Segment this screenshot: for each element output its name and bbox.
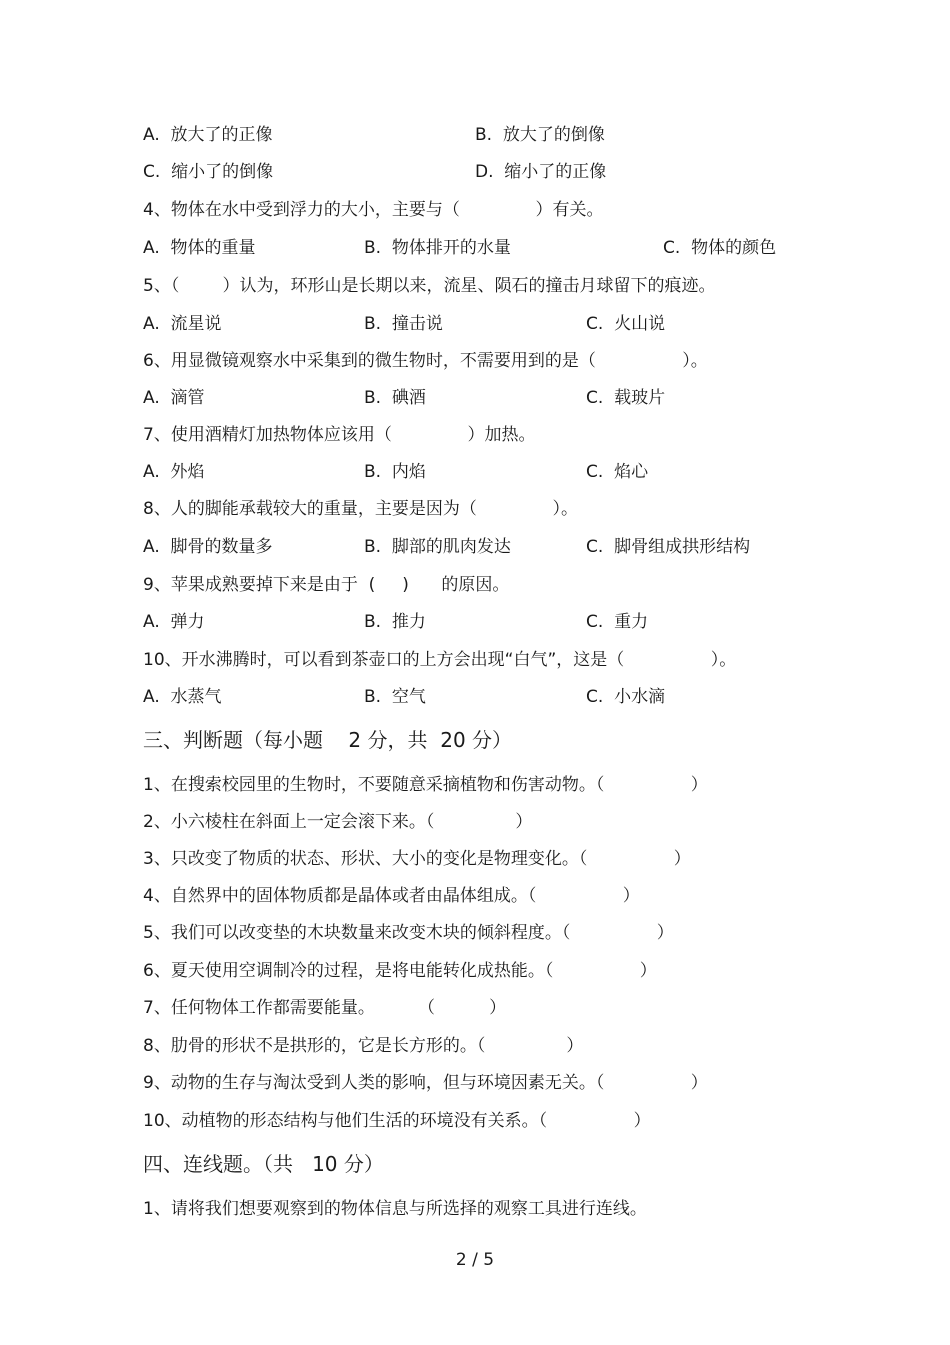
- judge-item-8: 8、肋骨的形状不是拱形的，它是长方形的。（ ）: [143, 1036, 584, 1056]
- q5-stem: 5、（ ）认为，环形山是长期以来，流星、陨石的撞击月球留下的痕迹。: [143, 276, 716, 296]
- q10-option-b: B. 空气: [364, 687, 426, 707]
- q7-option-c: C. 焰心: [586, 462, 649, 482]
- q4-option-b: B. 物体排开的水量: [364, 238, 511, 258]
- q9-stem: 9、苹果成熟要掉下来是由于 ( ) 的原因。: [143, 575, 510, 595]
- q6-option-b: B. 碘酒: [364, 388, 426, 408]
- q8-option-a: A. 脚骨的数量多: [143, 537, 273, 557]
- judge-item-6: 6、夏天使用空调制冷的过程，是将电能转化成热能。（ ）: [143, 961, 657, 981]
- judge-item-9: 9、动物的生存与淘汰受到人类的影响，但与环境因素无关。（ ）: [143, 1073, 708, 1093]
- judge-item-2: 2、小六棱柱在斜面上一定会滚下来。（ ）: [143, 812, 533, 832]
- q8-option-b: B. 脚部的肌肉发达: [364, 537, 511, 557]
- q10-stem: 10、开水沸腾时，可以看到茶壶口的上方会出现“白气”，这是（ ）。: [143, 650, 737, 670]
- q10-option-c: C. 小水滴: [586, 687, 666, 707]
- section4-question-1: 1、请将我们想要观察到的物体信息与所选择的观察工具进行连线。: [143, 1199, 647, 1219]
- q10-option-a: A. 水蒸气: [143, 687, 222, 707]
- page-number: 2 / 5: [455, 1250, 495, 1270]
- q3-option-b: B. 放大了的倒像: [475, 125, 605, 145]
- q3-option-c: C. 缩小了的倒像: [143, 162, 274, 182]
- q8-stem: 8、人的脚能承载较大的重量，主要是因为（ ）。: [143, 499, 578, 519]
- q7-option-b: B. 内焰: [364, 462, 426, 482]
- q9-option-c: C. 重力: [586, 612, 649, 632]
- judge-item-5: 5、我们可以改变垫的木块数量来改变木块的倾斜程度。（ ）: [143, 923, 674, 943]
- q4-option-c: C. 物体的颜色: [663, 238, 777, 258]
- q6-option-a: A. 滴管: [143, 388, 205, 408]
- q8-option-c: C. 脚骨组成拱形结构: [586, 537, 751, 557]
- q9-option-a: A. 弹力: [143, 612, 205, 632]
- section3-title: 三、判断题（每小题 2 分，共 20 分）: [143, 728, 513, 752]
- q4-option-a: A. 物体的重量: [143, 238, 256, 258]
- q5-option-b: B. 撞击说: [364, 314, 443, 334]
- judge-item-7: 7、任何物体工作都需要能量。 （ ）: [143, 998, 507, 1018]
- q9-option-b: B. 推力: [364, 612, 426, 632]
- q3-option-d: D. 缩小了的正像: [475, 162, 607, 182]
- judge-item-10: 10、动植物的形态结构与他们生活的环境没有关系。（ ）: [143, 1111, 651, 1131]
- q6-stem: 6、用显微镜观察水中采集到的微生物时，不需要用到的是（ ）。: [143, 351, 708, 371]
- q4-stem: 4、物体在水中受到浮力的大小，主要与（ ）有关。: [143, 200, 604, 220]
- q5-option-a: A. 流星说: [143, 314, 222, 334]
- judge-item-4: 4、自然界中的固体物质都是晶体或者由晶体组成。（ ）: [143, 886, 640, 906]
- q5-option-c: C. 火山说: [586, 314, 666, 334]
- q6-option-c: C. 载玻片: [586, 388, 666, 408]
- q7-stem: 7、使用酒精灯加热物体应该用（ ）加热。: [143, 425, 536, 445]
- judge-item-1: 1、在搜索校园里的生物时，不要随意采摘植物和伤害动物。（ ）: [143, 775, 708, 795]
- q3-option-a: A. 放大了的正像: [143, 125, 273, 145]
- section4-title: 四、连线题。（共 10 分）: [143, 1152, 384, 1176]
- q7-option-a: A. 外焰: [143, 462, 205, 482]
- judge-item-3: 3、只改变了物质的状态、形状、大小的变化是物理变化。（ ）: [143, 849, 691, 869]
